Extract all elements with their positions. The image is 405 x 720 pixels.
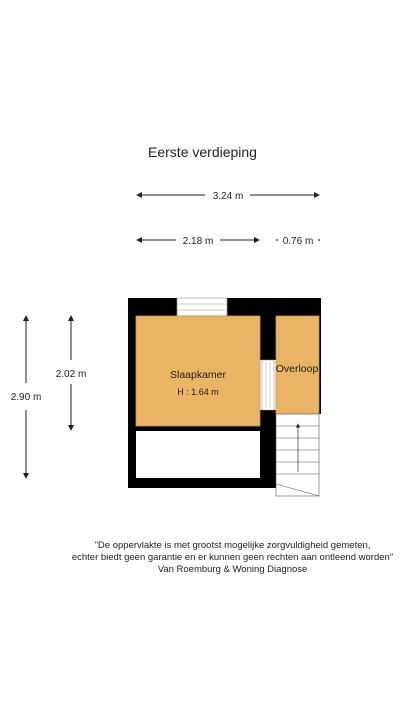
dimension-bedroom-depth	[56, 316, 87, 430]
dimension-bedroom-width-label: 2.18 m	[182, 236, 214, 247]
room-landing-label: Overloop	[275, 363, 319, 375]
dimension-landing-width-label: 0.76 m	[282, 236, 314, 247]
dimension-total-width-label: 3.24 m	[212, 191, 244, 202]
wall-bottom	[128, 478, 276, 488]
stairs	[276, 414, 319, 496]
wall-divider	[136, 426, 260, 431]
dimension-total-width	[137, 191, 319, 202]
dimension-total-depth	[11, 316, 42, 478]
room-storage	[136, 431, 260, 478]
wall-middle-upper	[260, 316, 276, 360]
dimension-total-depth-label: 2.90 m	[10, 392, 42, 403]
wall-top-right	[227, 298, 321, 316]
dimension-landing-width	[276, 236, 320, 247]
wall-middle-lower	[260, 410, 276, 488]
disclaimer-line-3: Van Roemburg & Woning Diagnose	[157, 564, 308, 575]
dimension-bedroom-width	[137, 236, 259, 247]
disclaimer	[0, 540, 405, 576]
wall-left	[128, 298, 136, 488]
floor-title: Eerste verdieping	[148, 144, 257, 160]
window-top	[177, 298, 227, 316]
dimension-bedroom-depth-label: 2.02 m	[55, 369, 87, 380]
room-bedroom-height: H : 1.64 m	[177, 387, 219, 397]
room-bedroom-label: Slaapkamer	[169, 369, 227, 381]
door-middle	[262, 360, 274, 410]
disclaimer-line-1: "De oppervlakte is met grootst mogelijke zorgvuldigheid gemeten,	[94, 540, 371, 551]
disclaimer-line-2: echter biedt geen garantie en er kunnen geen rechten aan ontleend worden"	[71, 552, 394, 563]
